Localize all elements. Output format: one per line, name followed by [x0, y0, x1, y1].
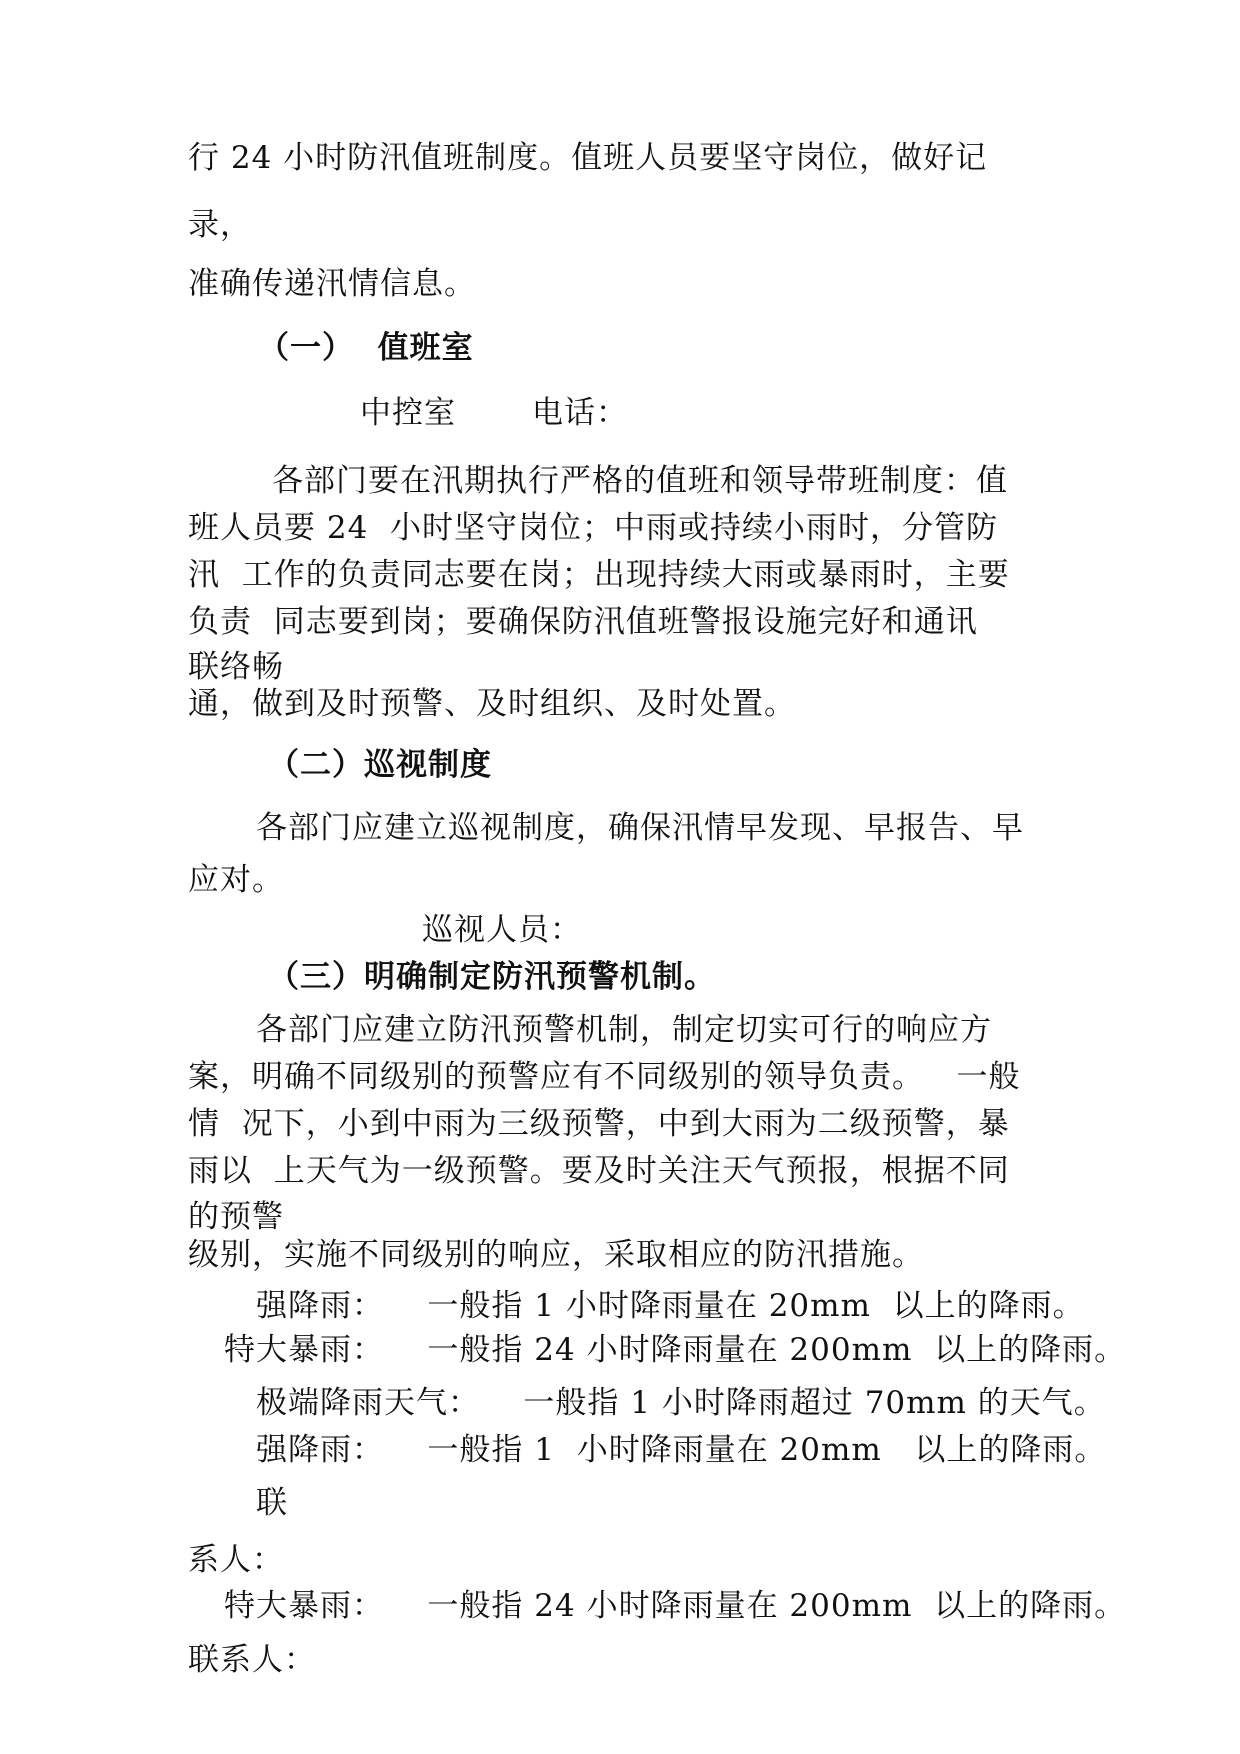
rain-definition-extreme-storm: 特大暴雨： 一般指 24 小时降雨量在 200mm 以上的降雨。 [224, 1332, 1127, 1368]
rain-definition-heavy-repeat: 强降雨： 一般指 1 小时降雨量在 20mm 以上的降雨。 [256, 1432, 1107, 1468]
contact-label-fragment: 联 [256, 1485, 288, 1521]
paragraph-line-20: 雨以 上天气为一级预警。要及时关注天气预报，根据不同 [188, 1153, 1010, 1189]
rain-definition-extreme-storm-repeat: 特大暴雨： 一般指 24 小时降雨量在 200mm 以上的降雨。 [224, 1588, 1127, 1624]
paragraph-line-11: 通，做到及时预警、及时组织、及时处置。 [188, 686, 796, 722]
paragraph-line-22: 级别，实施不同级别的响应，采取相应的防汛措施。 [188, 1237, 924, 1273]
section-heading-duty-room: （一） 值班室 [258, 330, 474, 366]
section-heading-patrol: （二）巡视制度 [268, 747, 492, 783]
paragraph-line-7: 班人员要 24 小时坚守岗位；中雨或持续小雨时，分管防 [188, 510, 999, 546]
paragraph-line-19: 情 况下，小到中雨为三级预警，中到大雨为二级预警，暴 [188, 1106, 1010, 1142]
paragraph-line-3: 准确传递汛情信息。 [188, 266, 476, 302]
paragraph-line-9: 负责 同志要到岗；要确保防汛值班警报设施完好和通讯 [188, 604, 978, 640]
paragraph-line-17: 各部门应建立防汛预警机制，制定切实可行的响应方 [256, 1012, 992, 1048]
paragraph-line-10: 联络畅 [188, 649, 284, 685]
paragraph-line-2: 录， [188, 207, 252, 243]
contact-label-final: 联系人： [188, 1642, 316, 1678]
paragraph-line-6: 各部门要在汛期执行严格的值班和领导带班制度：值 [272, 463, 1008, 499]
paragraph-line-14: 应对。 [188, 862, 284, 898]
section-heading-warning: （三）明确制定防汛预警机制。 [268, 959, 716, 995]
patrol-personnel-line: 巡视人员： [422, 912, 582, 948]
rain-definition-extreme-weather: 极端降雨天气： 一般指 1 小时降雨超过 70mm 的天气。 [256, 1385, 1106, 1421]
paragraph-line-1: 行 24 小时防汛值班制度。值班人员要坚守岗位，做好记 [188, 140, 988, 176]
paragraph-line-8: 汛 工作的负责同志要在岗；出现持续大雨或暴雨时，主要 [188, 557, 1010, 593]
paragraph-line-18: 案，明确不同级别的预警应有不同级别的领导负责。 一般 [188, 1059, 1021, 1095]
paragraph-line-21: 的预警 [188, 1199, 284, 1235]
contact-label-line: 系人： [188, 1542, 284, 1578]
paragraph-line-13: 各部门应建立巡视制度，确保汛情早发现、早报告、早 [256, 810, 1024, 846]
control-room-phone-line: 中控室 电话： [360, 395, 628, 431]
rain-definition-heavy: 强降雨： 一般指 1 小时降雨量在 20mm 以上的降雨。 [256, 1288, 1085, 1324]
